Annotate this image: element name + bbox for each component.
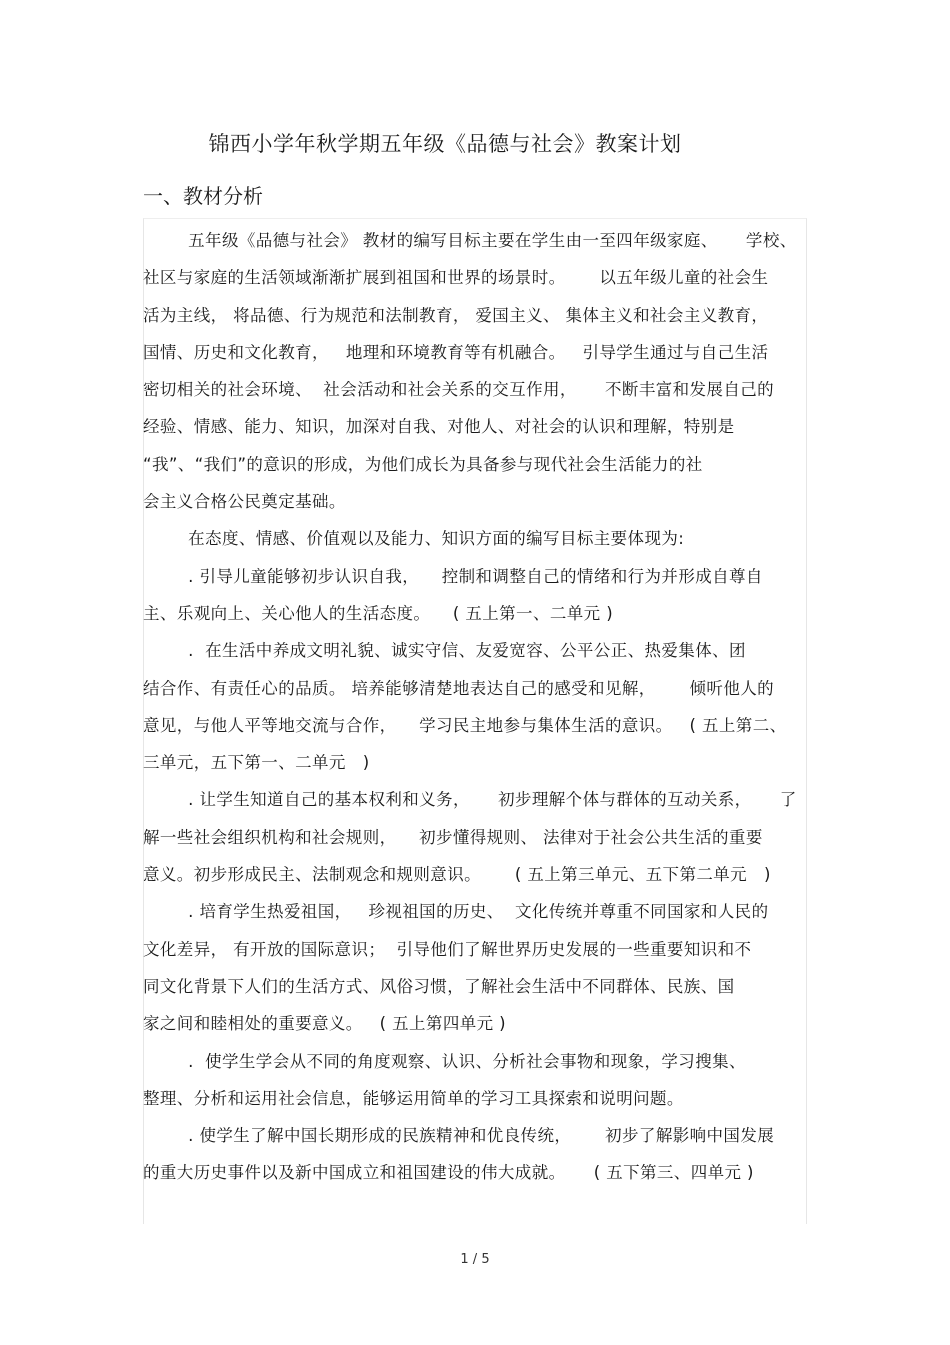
- text-line: . 使学生了解中国长期形成的民族精神和优良传统， 初步了解影响中国发展: [143, 1126, 775, 1146]
- text-line: 会主义合格公民奠定基础。: [143, 492, 346, 512]
- section-heading: 一、教材分析: [143, 184, 263, 208]
- text-line: 主、乐观向上、关心他人的生活态度。 ( 五上第一、二单元 ): [143, 603, 614, 623]
- text-line: . 使学生学会从不同的角度观察、认识、分析社会事物和现象，学习搜集、: [143, 1051, 746, 1071]
- text-line: 在态度、情感、价值观以及能力、知识方面的编写目标主要体现为:: [143, 529, 685, 549]
- text-line: 活为主线， 将品德、行为规范和法制教育， 爱国主义、 集体主义和社会主义教育，: [143, 305, 769, 325]
- text-line: 三单元，五下第一、二单元 ): [143, 753, 370, 773]
- body-text: [143, 222, 843, 1192]
- text-line: 解一些社会组织机构和社会规则， 初步懂得规则、 法律对于社会公共生活的重要: [143, 827, 763, 847]
- text-line: “我”、“我们”的意识的形成，为他们成长为具备参与现代社会生活能力的社: [143, 454, 703, 474]
- text-line: 国情、历史和文化教育， 地理和环境教育等有机融合。 引导学生通过与自己生活: [143, 342, 769, 362]
- text-line: 文化差异， 有开放的国际意识； 引导他们了解世界历史发展的一些重要知识和不: [143, 939, 752, 959]
- text-line: 的重大历史事件以及新中国成立和祖国建设的伟大成就。 ( 五下第三、四单元 ): [143, 1163, 754, 1183]
- text-line: . 引导儿童能够初步认识自我， 控制和调整自己的情绪和行为并形成自尊自: [143, 566, 763, 586]
- document-title: 锦西小学年秋学期五年级《品德与社会》教案计划: [208, 132, 682, 156]
- page-number: 1 / 5: [460, 1252, 490, 1267]
- text-line: 整理、分析和运用社会信息，能够运用简单的学习工具探索和说明问题。: [143, 1088, 684, 1108]
- text-line: . 让学生知道自己的基本权利和义务， 初步理解个体与群体的互动关系， 了: [143, 790, 797, 810]
- text-line: 社区与家庭的生活领域渐渐扩展到祖国和世界的场景时。 以五年级儿童的社会生: [143, 268, 769, 288]
- text-line: 密切相关的社会环境、 社会活动和社会关系的交互作用， 不断丰富和发展自己的: [143, 380, 775, 400]
- text-line: 家之间和睦相处的重要意义。 ( 五上第四单元 ): [143, 1014, 506, 1034]
- text-line: 意见，与他人平等地交流与合作， 学习民主地参与集体生活的意识。 ( 五上第二、: [143, 715, 787, 735]
- text-line: . 培育学生热爱祖国， 珍视祖国的历史、 文化传统并尊重不同国家和人民的: [143, 902, 769, 922]
- text-line: . 在生活中养成文明礼貌、诚实守信、友爱宽容、公平公正、热爱集体、团: [143, 641, 746, 661]
- text-line: 同文化背景下人们的生活方式、风俗习惯，了解社会生活中不同群体、民族、国: [143, 976, 735, 996]
- text-line: 结合作、有责任心的品质。 培养能够清楚地表达自己的感受和见解， 倾听他人的: [143, 678, 775, 698]
- text-line: 五年级《品德与社会》 教材的编写目标主要在学生由一至四年级家庭、 学校、: [143, 231, 797, 250]
- text-line: 经验、情感、能力、知识，加深对自我、对他人、对社会的认识和理解，特别是: [143, 417, 735, 437]
- text-line: 意义。初步形成民主、法制观念和规则意识。 ( 五上第三单元、五下第二单元 ): [143, 865, 771, 885]
